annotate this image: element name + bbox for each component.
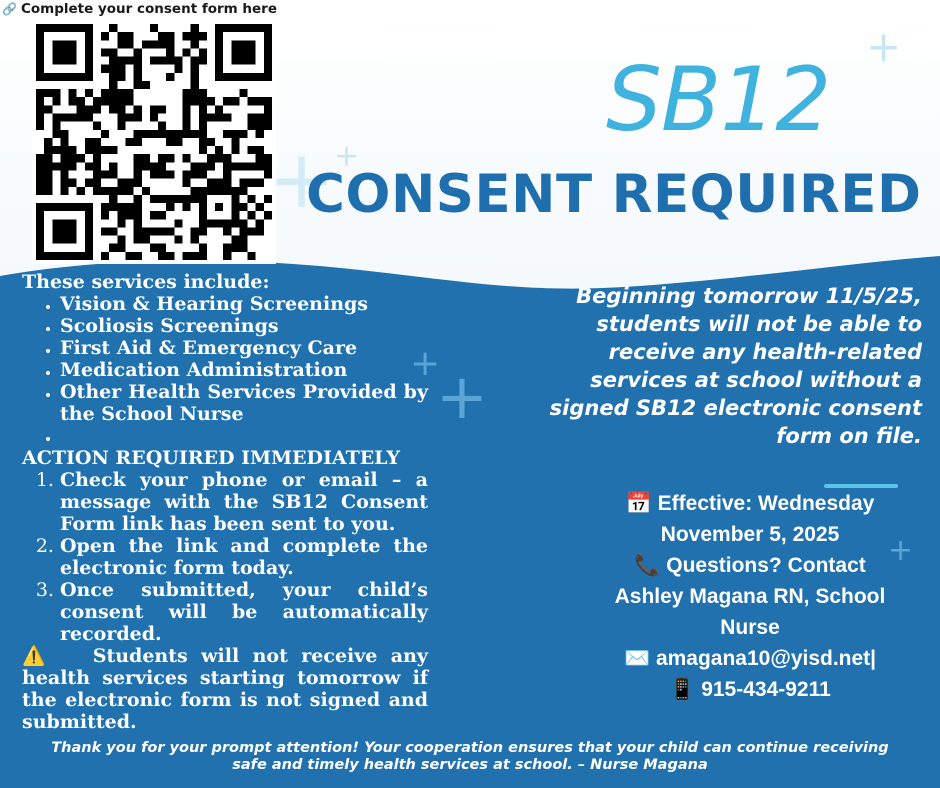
calendar-icon: 📅: [625, 492, 652, 515]
phone-number[interactable]: 915-434-9211: [701, 678, 831, 701]
phone-icon: 📞: [634, 554, 661, 577]
plus-decoration: +: [334, 139, 360, 174]
list-item: • Medication Administration: [60, 359, 428, 381]
footer-message: [0, 740, 940, 774]
qr-code[interactable]: [36, 24, 272, 260]
effective-label: Effective: Wednesday: [657, 492, 875, 515]
questions-label: Questions? Contact: [666, 554, 866, 577]
email-line[interactable]: [580, 643, 920, 674]
email-address[interactable]: amagana10@yisd.net|: [655, 647, 877, 670]
qr-caption-text: Complete your consent form here: [20, 1, 277, 17]
services-heading: These services include:: [22, 271, 270, 293]
contact-block: [580, 488, 920, 705]
plus-decoration: +: [268, 133, 336, 226]
envelope-icon: ✉️: [623, 647, 651, 670]
questions-line: [580, 550, 920, 581]
list-item: 2. Open the link and complete the electronic form today.: [60, 535, 428, 579]
services-section: [22, 271, 428, 733]
list-item: • Scoliosis Screenings: [60, 315, 428, 337]
title-sb12: SB12: [606, 48, 831, 151]
warning-message: Students will not receive any health services starting tomorrow if the electronic form is not signed and submitted.: [22, 645, 428, 733]
notice-paragraph: Beginning tomorrow 11/5/25, students will not be able to receive any health-related services at school without a signed SB12 electronic consent form on file.: [549, 284, 922, 448]
list-item: • First Aid & Emergency Care: [60, 337, 428, 359]
plus-decoration: +: [888, 533, 914, 568]
nurse-name: Ashley Magana RN, School: [614, 585, 886, 608]
footer-line-2: safe and timely health services at school. – Nurse Magana: [232, 757, 708, 773]
list-item: • Vision & Hearing Screenings: [60, 293, 428, 315]
effective-date: [580, 488, 920, 519]
mobile-phone-icon: 📱: [669, 678, 696, 701]
list-item: [60, 425, 428, 447]
warning-text: [22, 645, 428, 733]
list-item: • Other Health Services Provided by the School Nurse: [60, 381, 428, 425]
list-item: 1. Check your phone or email – a message with the SB12 Consent Form link has been sent to you.: [60, 469, 428, 535]
link-icon: 🔗: [2, 2, 17, 16]
plus-decoration: +: [410, 343, 441, 384]
services-list: [22, 293, 428, 447]
plus-decoration: +: [436, 360, 488, 433]
list-item: 3. Once submitted, your child’s consent will be automatically recorded.: [60, 579, 428, 645]
warning-icon: ⚠️: [22, 645, 53, 667]
effective-date-value: November 5, 2025: [660, 523, 840, 546]
qr-code-box[interactable]: [32, 20, 276, 264]
footer-line-1: Thank you for your prompt attention! Your cooperation ensures that your child can continue receiving: [51, 740, 889, 756]
plus-decoration: +: [866, 22, 902, 71]
nurse-title: Nurse: [720, 616, 780, 639]
title-consent-required: CONSENT REQUIRED: [306, 164, 922, 225]
phone-line[interactable]: [580, 674, 920, 705]
qr-caption: [2, 1, 277, 17]
action-heading: ACTION REQUIRED IMMEDIATELY: [22, 447, 400, 469]
action-steps: [22, 469, 428, 645]
